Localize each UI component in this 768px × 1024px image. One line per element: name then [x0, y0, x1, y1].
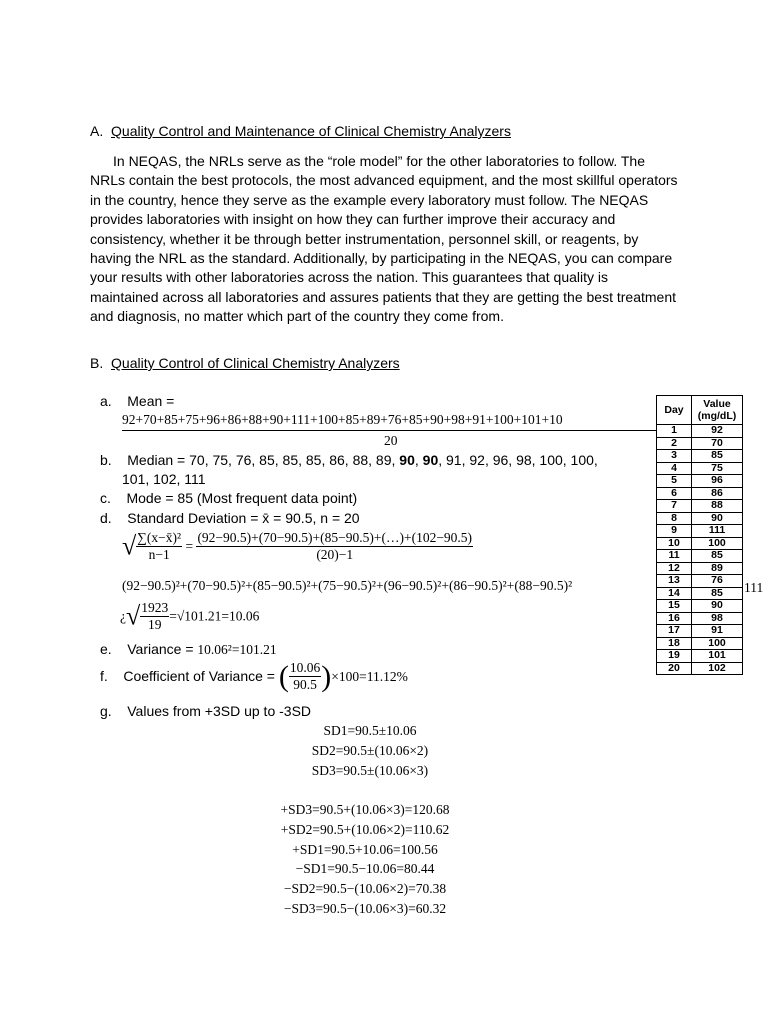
table-row [657, 450, 743, 463]
item-c-mode: c. Mode = 85 (Most frequent data point) [100, 490, 358, 506]
section-b-heading [90, 355, 400, 371]
cell-value: 102 [692, 662, 743, 675]
sqrt-sign: √ [122, 531, 137, 561]
cell-value: 88 [692, 500, 743, 513]
cell-value: 98 [692, 612, 743, 625]
std-dev-right-fraction: $\frac{(92-90.5)+(70-90.5)+(85-90.5)+(\dots)+(102-90.5)}{(20)-1}$ [197, 530, 473, 562]
minus-sd2-line: −SD2=90.5−(10.06×2)=70.38 [283, 881, 447, 897]
sd1-line: SD1=90.5±10.06 [323, 723, 417, 738]
std-dev-left-fraction: $\frac{\text{∑(x−x̄)²}}{n-1}$ [137, 530, 182, 562]
table-row [657, 437, 743, 450]
cell-day: 10 [657, 537, 692, 550]
item-d-std-dev: d. Standard Deviation = x̄ = 90.5, n = 20 [100, 510, 360, 526]
cell-value: 92 [692, 425, 743, 438]
cell-day: 8 [657, 512, 692, 525]
median-value-2: 90 [422, 452, 439, 468]
header-day: Day [657, 396, 692, 425]
std-dev-formula: √ $\frac{\text{∑(x−x̄)²}}{n-1}$ = $\frac{(92-90.5)+(70-90.5)+(85-90.5)+(\dots)+(102-90.5)}{(20)-1}$ [122, 530, 473, 562]
table-row [657, 575, 743, 588]
item-g-sd-values: g. Values from +3SD up to -3SD [100, 703, 312, 719]
table-row [657, 475, 743, 488]
mean-fraction-bar [122, 430, 656, 431]
plus-sd2-line: +SD2=90.5+(10.06×2)=110.62 [280, 821, 450, 837]
cell-day: 14 [657, 587, 692, 600]
minus-sd3-line: −SD3=90.5−(10.06×3)=60.32 [283, 900, 447, 916]
cell-value: 85 [692, 450, 743, 463]
cell-value: 90 [692, 512, 743, 525]
cell-day: 13 [657, 575, 692, 588]
cell-day: 18 [657, 637, 692, 650]
table-row [657, 537, 743, 550]
cell-value: 89 [692, 562, 743, 575]
median-value-1: 90 [399, 452, 415, 468]
cell-value: 100 [692, 637, 743, 650]
std-dev-result: ¿√ $\frac{1923}{19}$ =√101.21=10.06 [120, 600, 260, 632]
table-row [657, 650, 743, 663]
mean-numerator: 92+70+85+75+96+86+88+90+111+100+85+89+76+85+90+98+91+100+101+10 [122, 412, 563, 427]
cell-day: 2 [657, 437, 692, 450]
cell-value: 85 [692, 550, 743, 563]
cell-day: 6 [657, 487, 692, 500]
sd-definitions [250, 721, 490, 781]
section-b-letter: B. [90, 355, 104, 371]
cell-value: 75 [692, 462, 743, 475]
table-row [657, 525, 743, 538]
cell-day: 19 [657, 650, 692, 663]
cell-day: 7 [657, 500, 692, 513]
table-row [657, 487, 743, 500]
section-a-title: Quality Control and Maintenance of Clinical Chemistry Analyzers [111, 123, 511, 139]
cell-day: 15 [657, 600, 692, 613]
median-line-2: 101, 102, 111 [122, 471, 206, 487]
cell-value: 101 [692, 650, 743, 663]
section-a-heading [90, 123, 511, 139]
cell-value: 100 [692, 537, 743, 550]
header-value: Value (mg/dL) [692, 396, 743, 425]
table-row [657, 662, 743, 675]
cell-day: 20 [657, 662, 692, 675]
table-header-row [657, 396, 743, 425]
std-dev-expanded: (92−90.5)²+(70−90.5)²+(85−90.5)²+(75−90.5)²+(96−90.5)²+(86−90.5)²+(88−90.5)² [122, 578, 573, 593]
plus-sd3-line: +SD3=90.5+(10.06×3)=120.68 [280, 802, 450, 817]
table-row [657, 587, 743, 600]
table-row [657, 500, 743, 513]
cell-value: 86 [692, 487, 743, 500]
sd-values [230, 800, 500, 919]
variance-fraction: $\frac{1923}{19}$ [141, 600, 169, 632]
table-row [657, 462, 743, 475]
table-row [657, 625, 743, 638]
item-b-median: b. Median = 70, 75, 76, 85, 85, 85, 86, 88, 89, 90, 90, 91, 92, 96, 98, 100, 100, [100, 452, 598, 468]
section-a-letter: A. [90, 123, 104, 139]
sd3-line: SD3=90.5±(10.06×3) [311, 763, 429, 778]
table-body [657, 425, 743, 675]
cell-day: 17 [657, 625, 692, 638]
cell-value: 85 [692, 587, 743, 600]
item-a-mean [100, 393, 174, 409]
cell-day: 1 [657, 425, 692, 438]
cell-day: 9 [657, 525, 692, 538]
section-b-title: Quality Control of Clinical Chemistry Analyzers [111, 355, 400, 371]
cell-value: 70 [692, 437, 743, 450]
cell-value: 111 [692, 525, 743, 538]
item-a-label: a. [100, 393, 112, 409]
cell-day: 5 [657, 475, 692, 488]
plus-sd1-line: +SD1=90.5+10.06=100.56 [292, 841, 438, 857]
cell-day: 12 [657, 562, 692, 575]
sqrt-sign-2: √ [126, 601, 141, 631]
cell-value: 76 [692, 575, 743, 588]
table-row [657, 425, 743, 438]
sd2-line: SD2=90.5±(10.06×2) [311, 743, 429, 758]
cell-value: 91 [692, 625, 743, 638]
cell-day: 4 [657, 462, 692, 475]
cell-day: 3 [657, 450, 692, 463]
table-row [657, 550, 743, 563]
item-f-coefficient: f. Coefficient of Variance = ( $\frac{10.06}{90.5}$ )×100=11.12% [100, 659, 408, 693]
std-dev-expanded-tail: 111 [744, 580, 764, 595]
paragraph-text: In NEQAS, the NRLs serve as the “role model” for the other laboratories to follow. The NRLs contain the best protocols, the most advanced equipment, and the most skillful operators in the country, hence they serve as the example every laboratory must follow. The NEQAS provides laboratories with insight on how they can further improve their accuracy and consistency, whether it be through better instrumentation, personnel skill, or reagents, by having the NRL as the standard. Additionally, by participating in the NEQAS, you can compare your results with other laboratories across the nation. This guarantees that quality is maintained across all laboratories and assures patients that they are getting the best treatment and diagnosis, no matter which part of the country they come from. [90, 153, 678, 325]
cell-value: 96 [692, 475, 743, 488]
item-e-variance: e. Variance = 10.06²=101.21 [100, 641, 277, 657]
minus-sd1-line: −SD1=90.5−10.06=80.44 [295, 861, 435, 877]
table-row [657, 562, 743, 575]
table-row [657, 512, 743, 525]
table-row [657, 612, 743, 625]
cell-day: 11 [657, 550, 692, 563]
qc-data-table [656, 395, 743, 675]
neqas-paragraph [90, 152, 680, 327]
mean-denominator: 20 [384, 433, 398, 448]
cell-day: 16 [657, 612, 692, 625]
table-row [657, 637, 743, 650]
table-row [657, 600, 743, 613]
cell-value: 90 [692, 600, 743, 613]
item-a-text: Mean = [127, 393, 175, 409]
cv-fraction: $\frac{10.06}{90.5}$ [289, 660, 321, 692]
